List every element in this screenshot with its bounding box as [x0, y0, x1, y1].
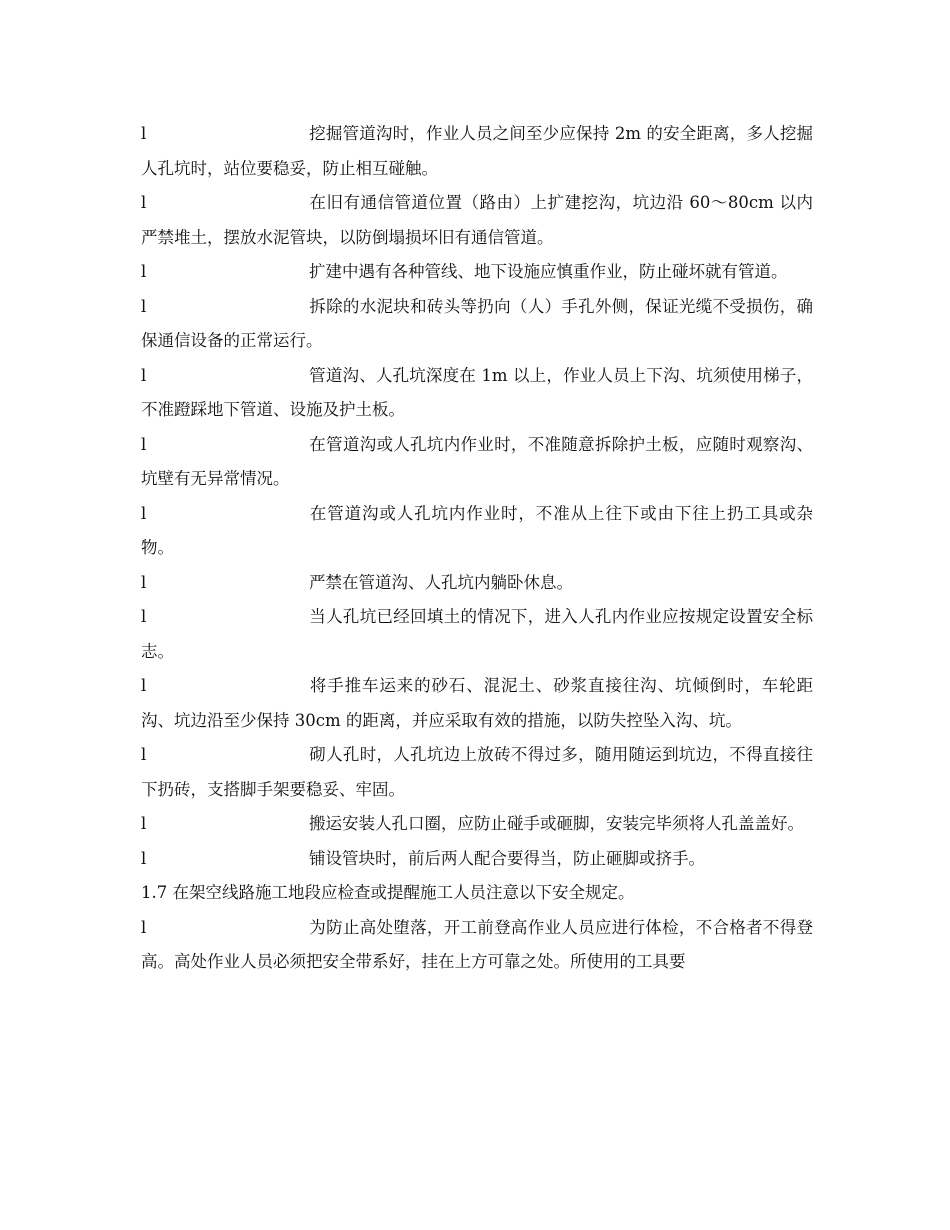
item-text: 在管道沟或人孔坑内作业时，不准随意拆除护土板，应随时观察沟、坑壁有无异常情况。	[141, 434, 813, 488]
list-item	[141, 566, 813, 601]
list-item	[141, 911, 813, 980]
list-item	[141, 497, 813, 566]
item-text: 当人孔坑已经回填土的情况下，进入人孔内作业应按规定设置安全标志。	[141, 607, 813, 661]
item-text: 严禁在管道沟、人孔坑内躺卧休息。	[309, 572, 573, 592]
list-item	[141, 290, 813, 359]
item-text: 将手推车运来的砂石、混泥土、砂浆直接往沟、坑倾倒时，车轮距沟、坑边沿至少保持 30cm 的距离，并应采取有效的措施，以防失控坠入沟、坑。	[141, 676, 813, 730]
item-text: 在管道沟或人孔坑内作业时，不准从上往下或由下往上扔工具或杂物。	[141, 503, 813, 557]
item-text: 砌人孔时，人孔坑边上放砖不得过多，随用随运到坑边，不得直接往下扔砖，支搭脚手架要稳妥、牢固。	[141, 745, 813, 799]
document-page	[141, 117, 813, 980]
list-item	[141, 600, 813, 669]
list-item	[141, 738, 813, 807]
bullet-marker: l	[141, 917, 147, 937]
bullet-marker: l	[141, 262, 147, 281]
item-text: 为防止高处堕落，开工前登高作业人员应进行体检，不合格者不得登高。高处作业人员必须把安全带系好，挂在上方可靠之处。所使用的工具要	[141, 917, 813, 971]
bullet-marker: l	[141, 124, 147, 143]
bullet-marker: l	[141, 296, 147, 316]
list-item	[141, 359, 813, 428]
item-text: 在旧有通信管道位置（路由）上扩建挖沟，坑边沿 60～80cm 以内严禁堆土，摆放水泥管块，以防倒塌损坏旧有通信管道。	[141, 193, 813, 247]
bullet-marker: l	[141, 572, 147, 592]
item-text: 管道沟、人孔坑深度在 1m 以上，作业人员上下沟、坑须使用梯子，不准蹬踩地下管道、设施及护土板。	[141, 365, 813, 419]
list-item	[141, 428, 813, 497]
bullet-marker: l	[141, 745, 147, 764]
bullet-marker: l	[141, 365, 147, 385]
list-item	[141, 669, 813, 738]
bullet-marker: l	[141, 676, 147, 695]
list-item	[141, 807, 813, 842]
item-text: 扩建中遇有各种管线、地下设施应慎重作业，防止碰坏就有管道。	[309, 262, 788, 281]
list-item	[141, 186, 813, 255]
item-text: 搬运安装人孔口圈，应防止碰手或砸脚，安装完毕须将人孔盖盖好。	[309, 814, 804, 833]
bullet-marker: l	[141, 193, 147, 212]
list-item	[141, 117, 813, 186]
bullet-marker: l	[141, 848, 147, 868]
list-item	[141, 255, 813, 290]
bullet-marker: l	[141, 503, 147, 523]
section-heading: 1.7 在架空线路施工地段应检查或提醒施工人员注意以下安全规定。	[141, 883, 635, 902]
item-text: 拆除的水泥块和砖头等扔向（人）手孔外侧，保证光缆不受损伤，确保通信设备的正常运行。	[141, 296, 813, 350]
bullet-marker: l	[141, 814, 147, 833]
item-text: 铺设管块时，前后两人配合要得当，防止砸脚或挤手。	[309, 848, 705, 868]
bullet-marker: l	[141, 434, 147, 454]
item-text: 挖掘管道沟时，作业人员之间至少应保持 2m 的安全距离，多人挖掘人孔坑时，站位要稳妥，防止相互碰触。	[141, 124, 813, 178]
list-item	[141, 842, 813, 877]
bullet-marker: l	[141, 607, 147, 626]
